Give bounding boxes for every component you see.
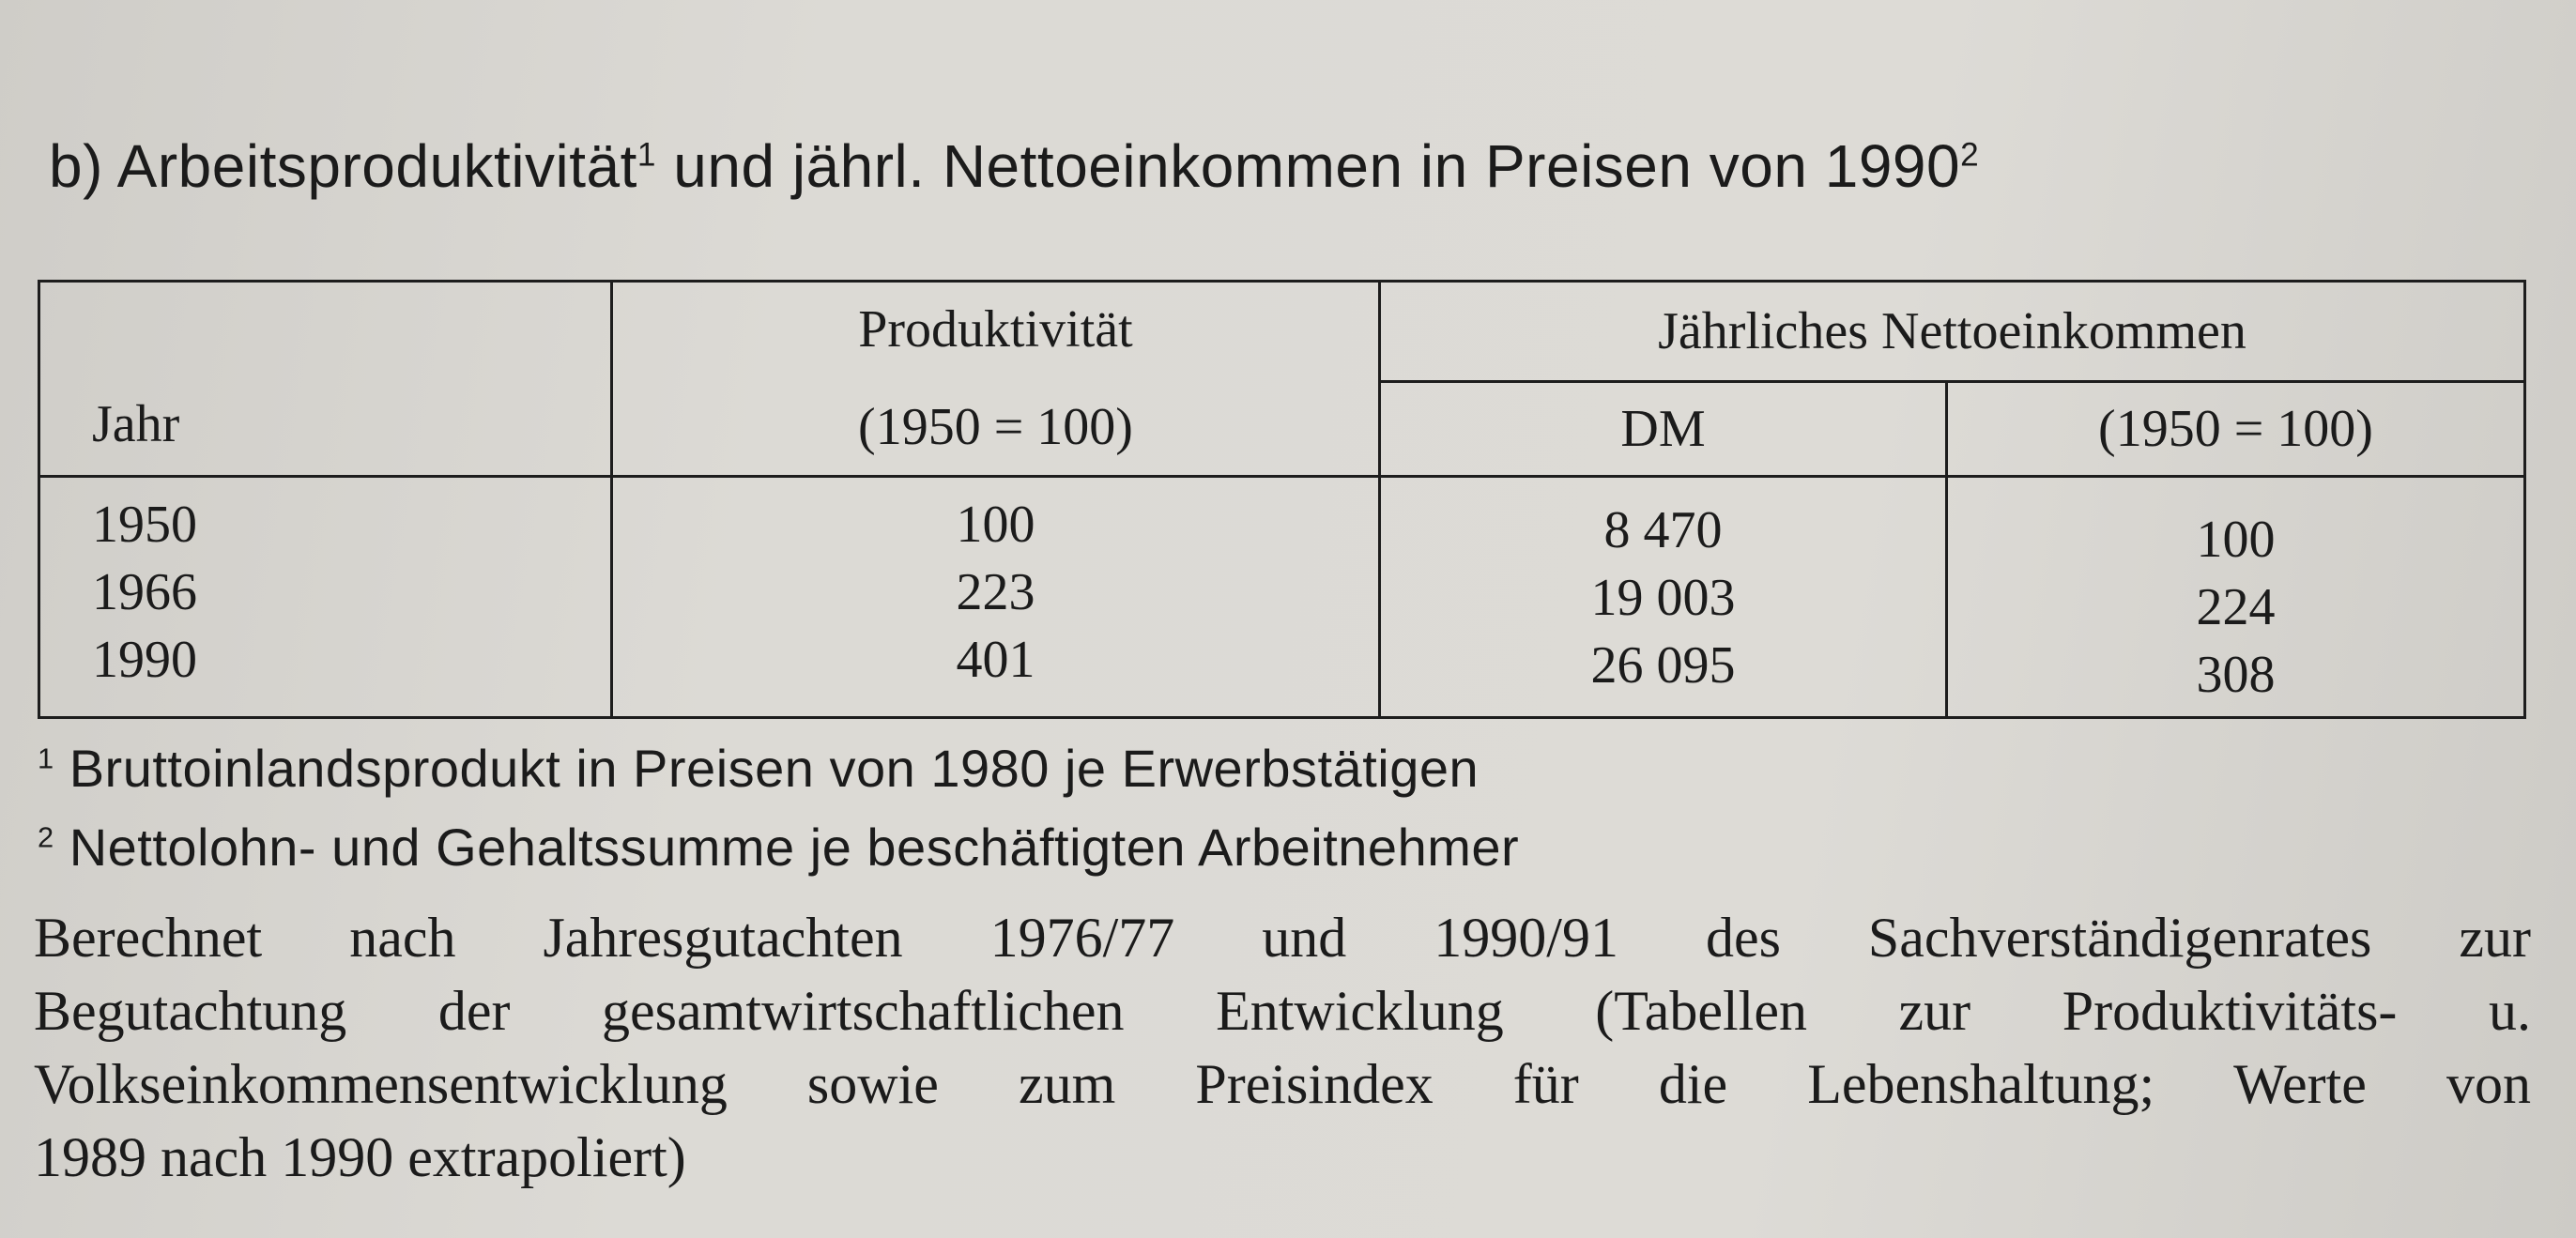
header-jahr: Jahr: [39, 282, 612, 477]
source-note: [34, 901, 2531, 1194]
index-column: [1947, 477, 2525, 718]
table-cell: 224: [2196, 578, 2276, 636]
produktivitaet-column: [612, 477, 1380, 718]
header-index: (1950 = 100): [1947, 382, 2525, 477]
source-line: Berechnet nach Jahresgutachten 1976/77 und 1990/91 des Sachverständigenrates zur: [34, 907, 2531, 969]
source-line: Begutachtung der gesamtwirtschaftlichen Entwicklung (Tabellen zur Produktivitäts- u.: [34, 980, 2531, 1042]
header-nettoeinkommen: Jährliches Nettoeinkommen: [1380, 282, 2525, 382]
table-cell: 8 470: [1603, 501, 1723, 559]
dm-column: [1380, 477, 1947, 718]
table-heading: [49, 131, 1979, 201]
table-body-row: [39, 477, 2525, 718]
heading-text: b) Arbeitsproduktivität: [49, 132, 637, 200]
table-cell: 100: [2196, 511, 2276, 569]
header-produktivitaet-label: Produktivität: [858, 300, 1133, 359]
table-cell: 19 003: [1590, 569, 1736, 627]
footnote-text: Nettolohn- und Gehaltssumme je beschäftigten Arbeitnehmer: [54, 818, 1520, 877]
source-line: 1989 nach 1990 extrapoliert): [34, 1126, 686, 1188]
header-row: [39, 282, 2525, 382]
table-cell: 1966: [92, 563, 197, 621]
table-cell: 1950: [92, 496, 197, 554]
years-column: [39, 477, 612, 718]
source-line: Volkseinkommensentwicklung sowie zum Preisindex für die Lebenshaltung; Werte von: [34, 1053, 2531, 1115]
footnote-1: [38, 738, 1479, 799]
footnote-text: Bruttoinlandsprodukt in Preisen von 1980 je Erwerbstätigen: [54, 739, 1480, 798]
header-produktivitaet-sub: (1950 = 100): [858, 398, 1133, 456]
footnote-marker: 2: [38, 820, 54, 854]
table-cell: 1990: [92, 631, 197, 689]
table-cell: 223: [956, 563, 1035, 621]
heading-text-cont: und jährl. Nettoeinkommen in Preisen von 1990: [655, 132, 1961, 200]
footnote-marker: 1: [38, 741, 54, 775]
table-cell: 26 095: [1590, 636, 1736, 695]
footnote-2: [38, 817, 1519, 878]
header-dm: DM: [1380, 382, 1947, 477]
footnote-marker: 1: [636, 136, 656, 174]
table-cell: 308: [2196, 646, 2276, 704]
header-produktivitaet: [612, 282, 1380, 477]
table-cell: 401: [956, 631, 1035, 689]
data-table: [38, 280, 2526, 719]
footnote-marker: 2: [1960, 136, 1980, 174]
table-cell: 100: [956, 496, 1035, 554]
